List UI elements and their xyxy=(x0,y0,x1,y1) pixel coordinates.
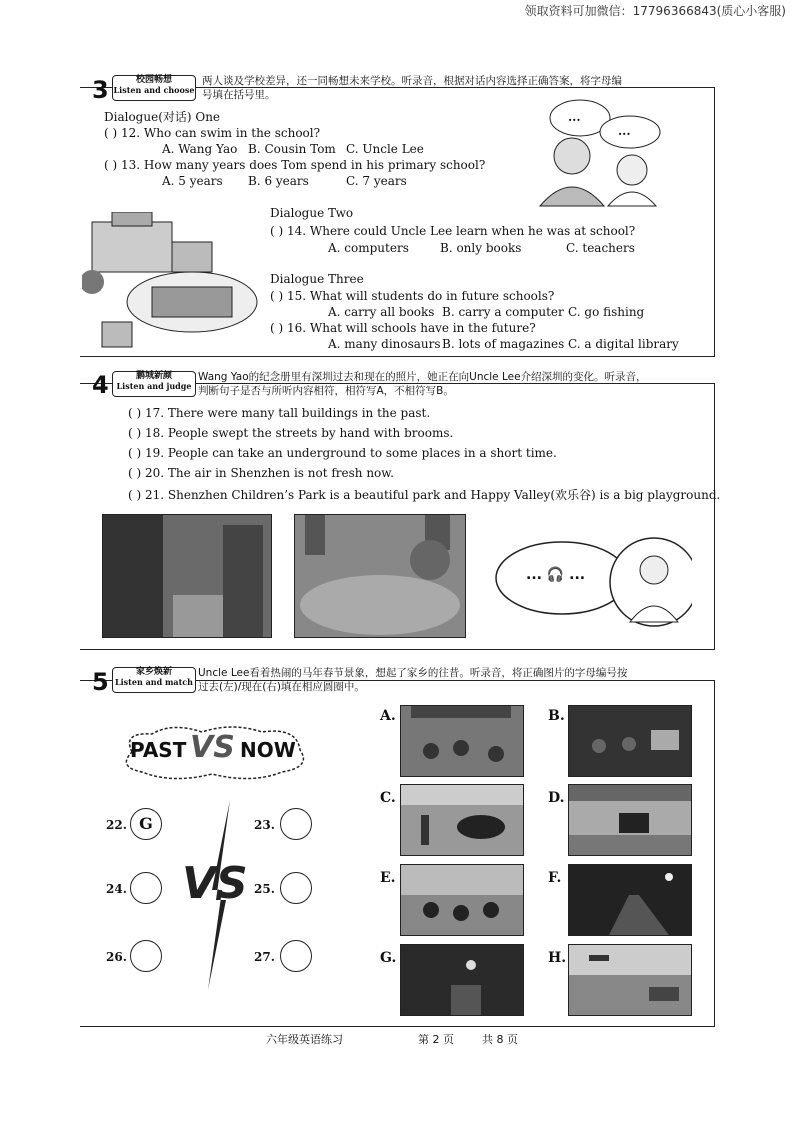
option: B. lots of magazines xyxy=(442,337,565,351)
item-number: 27. xyxy=(254,950,275,964)
question-16: ( ) 16. What will schools have in the future? xyxy=(270,321,536,335)
picture-letter: G. xyxy=(380,950,397,966)
picture-f xyxy=(568,864,692,936)
judge-item: ( ) 19. People can take an underground to some places in a short time. xyxy=(128,446,557,460)
modern-park-photo xyxy=(294,514,466,638)
answer-circle-22[interactable]: G xyxy=(130,808,162,840)
item-number: 26. xyxy=(106,950,127,964)
instruction-line: 号填在括号里。 xyxy=(202,89,276,101)
section-badge xyxy=(112,371,196,397)
item-number: 23. xyxy=(254,818,275,832)
picture-letter: H. xyxy=(548,950,567,966)
option: C. 7 years xyxy=(346,174,407,188)
instruction-line: 两人谈及学校差异，还一同畅想未来学校。听录音，根据对话内容选择正确答案，将字母编 xyxy=(202,75,622,87)
question-14: ( ) 14. Where could Uncle Lee learn when he was at school? xyxy=(270,224,636,238)
instruction-line: Wang Yao的纪念册里有深圳过去和现在的照片，她正在向Uncle Lee介绍深圳的变化。听录音， xyxy=(198,371,647,383)
picture-g xyxy=(400,944,524,1016)
section-badge xyxy=(112,667,196,693)
dialogue-heading: Dialogue Two xyxy=(270,206,354,220)
speech-bubble-text: ... xyxy=(618,124,631,138)
option: B. only books xyxy=(440,241,522,255)
instruction xyxy=(198,370,708,398)
badge-cn: 鹏城新颜 xyxy=(135,371,172,381)
answer-circle-24[interactable] xyxy=(130,872,162,904)
picture-h xyxy=(568,944,692,1016)
option: A. 5 years xyxy=(162,174,223,188)
speech-bubble-text: ... xyxy=(568,110,581,124)
badge-en: Listen and choose xyxy=(113,84,195,95)
item-number: 25. xyxy=(254,882,275,896)
option: C. a digital library xyxy=(568,337,679,351)
footer-total: 共 8 页 xyxy=(482,1033,518,1046)
picture-letter: F. xyxy=(548,870,562,886)
option: A. Wang Yao xyxy=(162,142,238,156)
dialogue-heading: Dialogue(对话) One xyxy=(104,110,221,124)
watermark: 领取资料可加微信：17796366843(质心小客服) xyxy=(524,4,786,18)
badge-cn: 家乡焕新 xyxy=(135,667,172,677)
option: B. 6 years xyxy=(248,174,309,188)
picture-letter: E. xyxy=(380,870,396,886)
picture-d xyxy=(568,784,692,856)
picture-c xyxy=(400,784,524,856)
option: C. Uncle Lee xyxy=(346,142,424,156)
answer-circle-23[interactable] xyxy=(280,808,312,840)
thinking-girl-illustration xyxy=(492,530,692,630)
item-number: 24. xyxy=(106,882,127,896)
footer-page: 第 2 页 xyxy=(418,1033,454,1046)
option: B. carry a computer xyxy=(442,305,564,319)
option: A. computers xyxy=(328,241,409,255)
section-number: 4 xyxy=(92,371,109,399)
instruction-line: Uncle Lee看着热闹的马年春节景象，想起了家乡的往昔。听录音，将正确图片的字母编号按 xyxy=(198,667,628,679)
answer-circle-26[interactable] xyxy=(130,940,162,972)
judge-item: ( ) 21. Shenzhen Children’s Park is a beautiful park and Happy Valley(欢乐谷) is a big playground. xyxy=(128,488,721,502)
question-13: ( ) 13. How many years does Tom spend in his primary school? xyxy=(104,158,486,172)
section-number: 5 xyxy=(92,668,109,696)
picture-e xyxy=(400,864,524,936)
judge-item: ( ) 18. People swept the streets by hand with brooms. xyxy=(128,426,454,440)
now-label: NOW xyxy=(240,738,296,762)
picture-letter: C. xyxy=(380,790,396,806)
option: B. Cousin Tom xyxy=(248,142,336,156)
badge-en: Listen and judge xyxy=(116,380,192,391)
judge-item: ( ) 17. There were many tall buildings in the past. xyxy=(128,406,431,420)
option: C. go fishing xyxy=(568,305,645,319)
people-illustration xyxy=(520,98,670,208)
badge-cn: 校园畅想 xyxy=(135,75,172,85)
judge-item: ( ) 20. The air in Shenzhen is not fresh now. xyxy=(128,466,394,480)
picture-letter: A. xyxy=(380,708,396,724)
instruction-line: 判断句子是否与所听内容相符，相符写A，不相符写B。 xyxy=(198,385,454,397)
answer-circle-27[interactable] xyxy=(280,940,312,972)
old-street-photo xyxy=(102,514,272,638)
picture-a xyxy=(400,705,524,777)
footer-subject: 六年级英语练习 xyxy=(266,1033,343,1046)
option: A. carry all books xyxy=(328,305,435,319)
dialogue-heading: Dialogue Three xyxy=(270,272,364,286)
question-15: ( ) 15. What will students do in future schools? xyxy=(270,289,555,303)
picture-b xyxy=(568,705,692,777)
item-number: 22. xyxy=(106,818,127,832)
option: A. many dinosaurs xyxy=(328,337,441,351)
headphones-icon: ... 🎧 ... xyxy=(526,567,586,583)
vs-label: VS xyxy=(190,730,235,765)
instruction xyxy=(198,666,708,694)
past-label: PAST xyxy=(130,738,187,762)
question-12: ( ) 12. Who can swim in the school? xyxy=(104,126,321,140)
school-illustration xyxy=(82,212,260,354)
option: C. teachers xyxy=(566,241,635,255)
section-badge xyxy=(112,75,196,101)
instruction-line: 过去(左)/现在(右)填在相应圆圈中。 xyxy=(198,681,365,693)
badge-en: Listen and match xyxy=(115,676,193,687)
picture-letter: D. xyxy=(548,790,565,806)
vs-big-label: VS xyxy=(182,858,248,909)
picture-letter: B. xyxy=(548,708,565,724)
section-number: 3 xyxy=(92,76,109,104)
answer-circle-25[interactable] xyxy=(280,872,312,904)
